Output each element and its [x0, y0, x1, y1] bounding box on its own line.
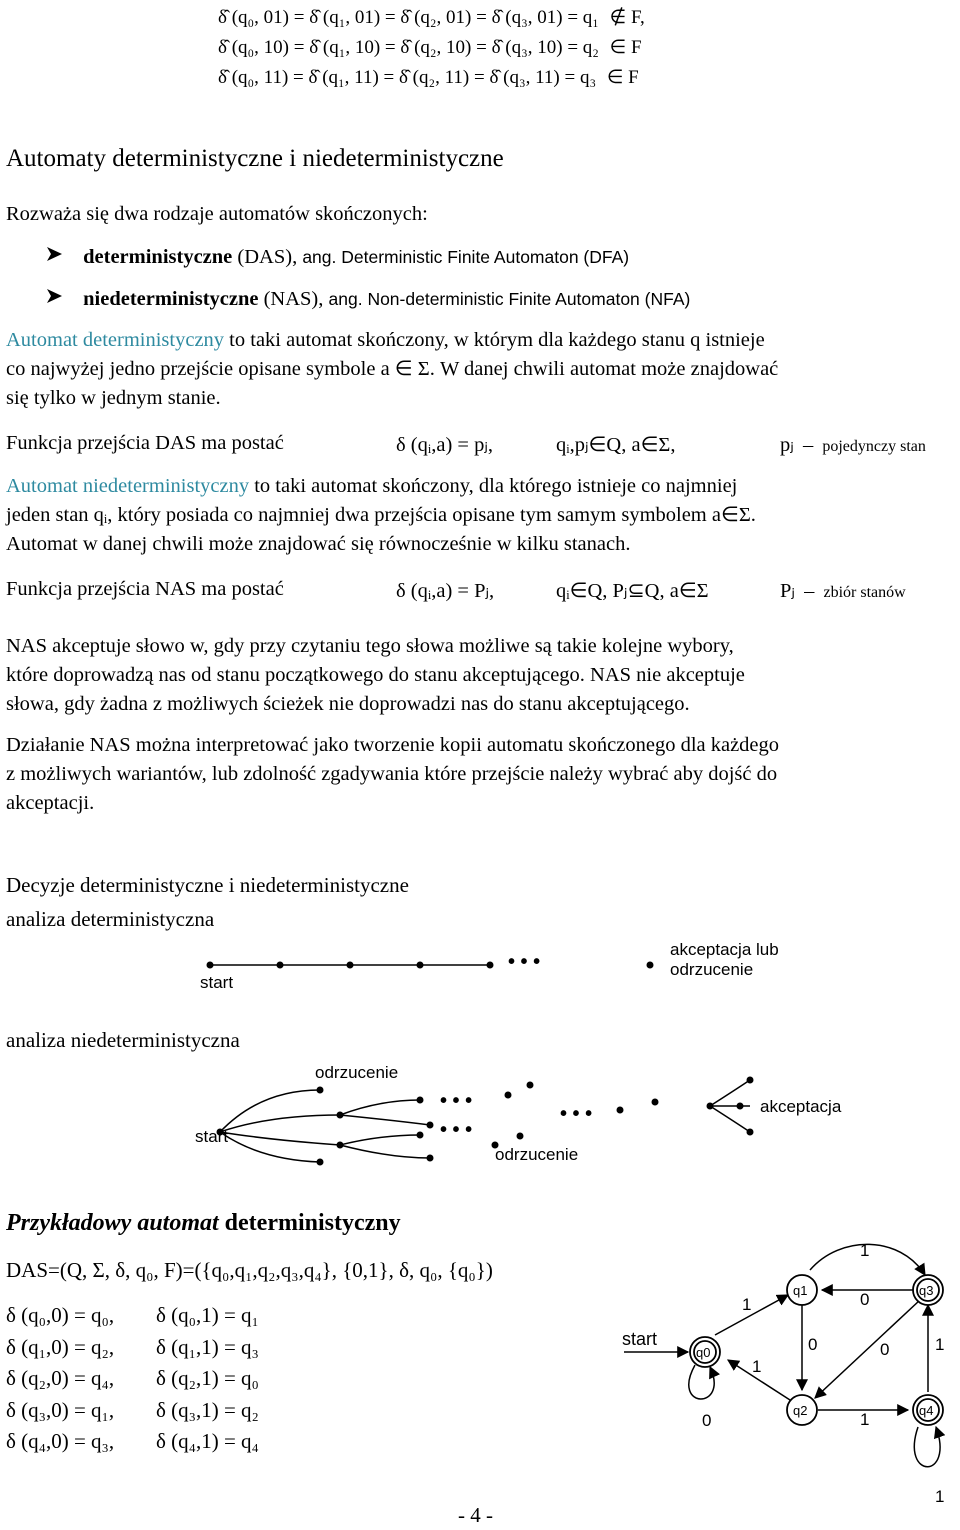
- eq-lhs: δ̂ (q₀, 10) = δ̂ (q₁, 10) = δ̂ (q₂, 10) = δ̂ (q₃, 10) = q₂: [218, 37, 599, 58]
- transition-row: [6, 1426, 259, 1458]
- fsa-state-label: q1: [793, 1283, 808, 1298]
- fsa-edge-label: 0: [860, 1290, 870, 1309]
- accept-label: akceptacja: [760, 1097, 842, 1116]
- bullet-bold: deterministyczne: [83, 246, 233, 268]
- eq-rhs: ∈ F: [606, 67, 639, 88]
- dash: –: [802, 434, 814, 456]
- example-title-bold: deterministyczny: [218, 1210, 401, 1236]
- ellipsis: • • •: [440, 1090, 473, 1112]
- end-label-1: akceptacja lub: [670, 940, 779, 959]
- das-term: Automat deterministyczny: [6, 329, 225, 351]
- ellipsis: • • •: [560, 1103, 593, 1125]
- bullet-english: ang. Non-deterministic Finite Automaton (NFA): [328, 289, 691, 309]
- transition-row: [6, 1332, 259, 1364]
- intro-text: Rozważa się dwa rodzaje automatów skończonych:: [6, 203, 428, 225]
- example-title: [6, 1210, 401, 1237]
- section-title: Automaty deterministyczne i niedeterministyczne: [6, 145, 504, 172]
- start-label: start: [200, 973, 234, 992]
- das-tuple: DAS=(Q, Σ, δ, q₀, F)=({q₀,q₁,q₂,q₃,q₄}, {0,1}, δ, q₀, {q₀}): [6, 1258, 493, 1282]
- paragraph-line: NAS akceptuje słowo w, gdy przy czytaniu tego słowa możliwe są takie kolejne wybory,: [6, 635, 734, 657]
- nas-definition: [6, 472, 956, 559]
- transition-cell: δ (q₂,1) = q₀: [156, 1366, 259, 1390]
- paragraph-line: które doprowadzą nas od stanu początkowego do stanu akceptującego. NAS nie akceptuje: [6, 664, 745, 686]
- bullet-abbr: (DAS),: [232, 246, 303, 268]
- eq-line-2: [218, 36, 642, 59]
- bullet-abbr: (NAS),: [258, 288, 329, 310]
- bullet-dfa: [46, 245, 629, 269]
- eq-lhs: δ̂ (q₀, 01) = δ̂ (q₁, 01) = δ̂ (q₂, 01) = δ̂ (q₃, 01) = q₁: [218, 7, 599, 28]
- transition-list: [6, 1300, 259, 1458]
- nas-function-formula: δ (qᵢ,a) = Pⱼ,: [396, 580, 495, 602]
- transition-cell: δ (q₁,1) = q₃: [156, 1334, 259, 1359]
- eq-rhs: ∈ F: [609, 37, 642, 58]
- arrow-bullet-icon: [46, 245, 78, 269]
- transition-cell: δ (q₃,0) = q₁,: [6, 1397, 115, 1422]
- fsa-edge-label: 1: [742, 1295, 752, 1314]
- end-label-2: odrzucenie: [670, 960, 754, 979]
- transition-cell: δ (q₀,1) = q₁: [156, 1303, 259, 1327]
- transition-cell: δ (q₁,0) = q₂,: [6, 1334, 115, 1359]
- fsa-edge-label: 1: [935, 1335, 945, 1354]
- das-def-line: się tylko w jednym stanie.: [6, 387, 221, 409]
- ellipsis: • • •: [440, 1119, 473, 1141]
- transition-row: [6, 1363, 259, 1395]
- transition-cell: δ (q₄,1) = q₄: [156, 1429, 259, 1453]
- nas-function-condition: qᵢ∈Q, Pⱼ⊆Q, a∈Σ: [556, 580, 709, 602]
- fsa-edge-label: 0: [702, 1411, 712, 1430]
- das-def-line: to taki automat skończony, w którym dla każdego stanu q istnieje: [224, 329, 765, 351]
- fsa-start-label: start: [622, 1329, 658, 1349]
- bullet-nfa: [46, 287, 690, 311]
- fsa-state-diagram: [610, 1240, 950, 1510]
- bullet-english: ang. Deterministic Finite Automaton (DFA): [302, 247, 630, 267]
- paragraph-line: Działanie NAS można interpretować jako tworzenie kopii automatu skończonego dla każdego: [6, 734, 780, 756]
- nas-def-line: jeden stan qᵢ, który posiada co najmniej dwa przejścia opisane tym samym symbolem a∈Σ.: [6, 504, 756, 526]
- fsa-edge-label: 1: [752, 1357, 762, 1376]
- fsa-edge-label: 1: [935, 1487, 945, 1506]
- example-title-italic: Przykładowy automat: [6, 1210, 219, 1236]
- dash: –: [804, 580, 815, 602]
- pj-description: zbiór stanów: [823, 584, 906, 601]
- pj-symbol: pⱼ: [780, 434, 794, 456]
- transition-cell: δ (q₃,1) = q₂: [156, 1397, 259, 1422]
- fsa-edge-label: 1: [860, 1410, 870, 1429]
- eq-lhs: δ̂ (q₀, 11) = δ̂ (q₁, 11) = δ̂ (q₂, 11) = δ̂ (q₃, 11) = q₃: [218, 67, 597, 88]
- transition-cell: δ (q₂,0) = q₄,: [6, 1366, 115, 1390]
- das-function-label: Funkcja przejścia DAS ma postać: [6, 432, 284, 454]
- fsa-state-label: q3: [919, 1283, 934, 1298]
- nas-pj: [780, 578, 906, 603]
- arrow-bullet-icon: [46, 287, 78, 311]
- das-definition: [6, 326, 956, 413]
- fsa-edge-label: 0: [808, 1335, 818, 1354]
- das-def-line: co najwyżej jedno przejście opisane symbole a ∈ Σ. W danej chwili automat może znajdować: [6, 358, 779, 380]
- nondeterministic-tree-diagram: [190, 1060, 870, 1170]
- fsa-state-label: q2: [793, 1403, 808, 1418]
- fsa-edge-label: 0: [880, 1340, 890, 1359]
- pj-symbol: Pⱼ: [780, 580, 795, 602]
- nas-function-label: Funkcja przejścia NAS ma postać: [6, 578, 284, 600]
- deterministic-analysis-label: analiza deterministyczna: [6, 907, 215, 931]
- eq-rhs: ∉ F,: [609, 7, 645, 28]
- interpretation-paragraph: [6, 731, 956, 818]
- das-function-condition: qᵢ,pⱼ∈Q, a∈Σ,: [556, 434, 676, 456]
- transition-row: [6, 1300, 259, 1332]
- paragraph-line: z możliwych wariantów, lub zdolność zgadywania które przejście należy wybrać aby dojść do: [6, 763, 778, 785]
- ellipsis: • • •: [508, 951, 541, 973]
- fsa-edge-label: 1: [860, 1241, 870, 1260]
- fsa-state-label: q0: [696, 1345, 711, 1360]
- deterministic-path-diagram: [190, 935, 810, 995]
- pj-description: pojedynczy stan: [822, 438, 926, 455]
- transition-cell: δ (q₀,0) = q₀,: [6, 1303, 115, 1327]
- eq-line-1: [218, 6, 645, 29]
- transition-row: [6, 1395, 259, 1427]
- paragraph-line: akceptacji.: [6, 792, 95, 814]
- eq-line-3: [218, 66, 639, 89]
- nondeterministic-analysis-label: analiza niedeterministyczna: [6, 1028, 240, 1052]
- nas-def-line: to taki automat skończony, dla którego istnieje co najmniej: [249, 475, 738, 497]
- paragraph-line: słowa, gdy żadna z możliwych ścieżek nie doprowadzi nas do stanu akceptującego.: [6, 693, 690, 715]
- start-label: start: [195, 1127, 229, 1146]
- bullet-bold: niedeterministyczne: [83, 288, 259, 310]
- reject-label-top: odrzucenie: [315, 1063, 399, 1082]
- nas-term: Automat niedeterministyczny: [6, 475, 250, 497]
- reject-label-bottom: odrzucenie: [495, 1145, 579, 1164]
- transition-cell: δ (q₄,0) = q₃,: [6, 1429, 115, 1453]
- das-pj: [780, 432, 926, 457]
- nas-def-line: Automat w danej chwili może znajdować się równocześnie w kilku stanach.: [6, 533, 631, 555]
- fsa-state-label: q4: [919, 1403, 934, 1418]
- das-function-formula: δ (qᵢ,a) = pⱼ,: [396, 434, 494, 456]
- decisions-title: Decyzje deterministyczne i niedeterministyczne: [6, 873, 409, 897]
- acceptance-paragraph: [6, 632, 956, 719]
- page-number: - 4 -: [458, 1503, 493, 1527]
